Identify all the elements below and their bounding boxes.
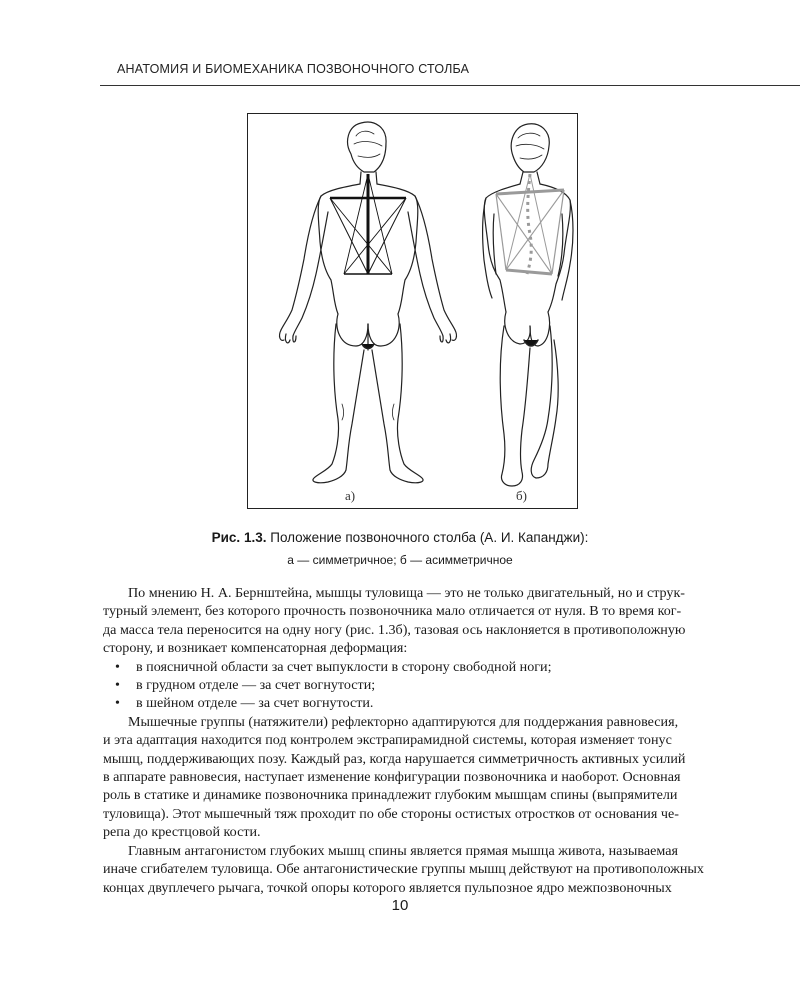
text-line: и эта адаптация находится под контролем экстрапирамидной системы, которая изменяет тонус	[103, 732, 672, 749]
list-item: • в шейном отделе — за счет вогнутости.	[103, 694, 738, 712]
text-line: Главным антагонистом глубоких мышц спины является прямая мышца живота, называемая	[128, 842, 678, 859]
body-text	[103, 584, 738, 897]
figure-frame	[247, 113, 578, 509]
page-number: 10	[391, 897, 409, 914]
paragraph-2	[103, 713, 738, 842]
text-line: в аппарате равновесия, наступает изменение конфигурации позвоночника и наоборот. Основная	[103, 769, 681, 786]
figure-caption-title: Положение позвоночного столба (А. И. Капанджи):	[270, 530, 589, 545]
figure-illustration	[248, 114, 579, 510]
bullet-list	[103, 658, 738, 713]
text-line: роль в статике и динамике позвоночника принадлежит глубоким мышцам спины (выпрямители	[103, 787, 678, 804]
running-head: АНАТОМИЯ И БИОМЕХАНИКА ПОЗВОНОЧНОГО СТОЛБА	[117, 62, 470, 76]
text-line: репа до крестцовой кости.	[103, 824, 261, 841]
text-line: туловища). Этот мышечный тяж проходит по обе стороны остистых отростков от основания че-	[103, 805, 679, 822]
text-line: сторону, и возникает компенсаторная деформация:	[103, 640, 408, 657]
text-line: Мышечные группы (натяжители) рефлекторно адаптируются для поддержания равновесия,	[128, 713, 679, 730]
panel-a-label: а)	[345, 488, 356, 503]
text-line: По мнению Н. А. Бернштейна, мышцы туловища — это не только двигательный, но и струк-	[128, 585, 685, 601]
paragraph-1	[103, 584, 738, 658]
panel-b-label: б)	[516, 488, 527, 503]
text-line: турный элемент, без которого прочность позвоночника мало отличается от нуля. В то время ког-	[103, 603, 682, 620]
list-item: • в грудном отделе — за счет вогнутости;	[103, 676, 738, 694]
figure-caption-sub: а — симметричное; б — асимметричное	[287, 553, 513, 567]
figure-caption	[0, 530, 800, 545]
figure-b-body	[483, 124, 573, 486]
paragraph-3	[103, 842, 738, 897]
figure-number: Рис. 1.3.	[211, 530, 267, 545]
text-line: мышц, поддерживающих позу. Каждый раз, когда нарушается симметричность активных усилий	[103, 750, 686, 767]
list-item: • в поясничной области за счет выпуклости в сторону свободной ноги;	[103, 658, 738, 676]
figure-b-lines	[496, 174, 564, 274]
text-line: да масса тела переносится на одну ногу (рис. 1.3б), тазовая ось наклоняется в противоположную	[103, 621, 686, 638]
header-rule	[100, 85, 800, 86]
figure-a-lines	[330, 174, 406, 274]
text-line: концах двуплечего рычага, точкой опоры которого является пульпозное ядро межпозвоночных	[103, 879, 672, 896]
text-line: иначе сгибателем туловища. Обе антагонистические группы мышц действуют на противоположных	[103, 861, 704, 878]
